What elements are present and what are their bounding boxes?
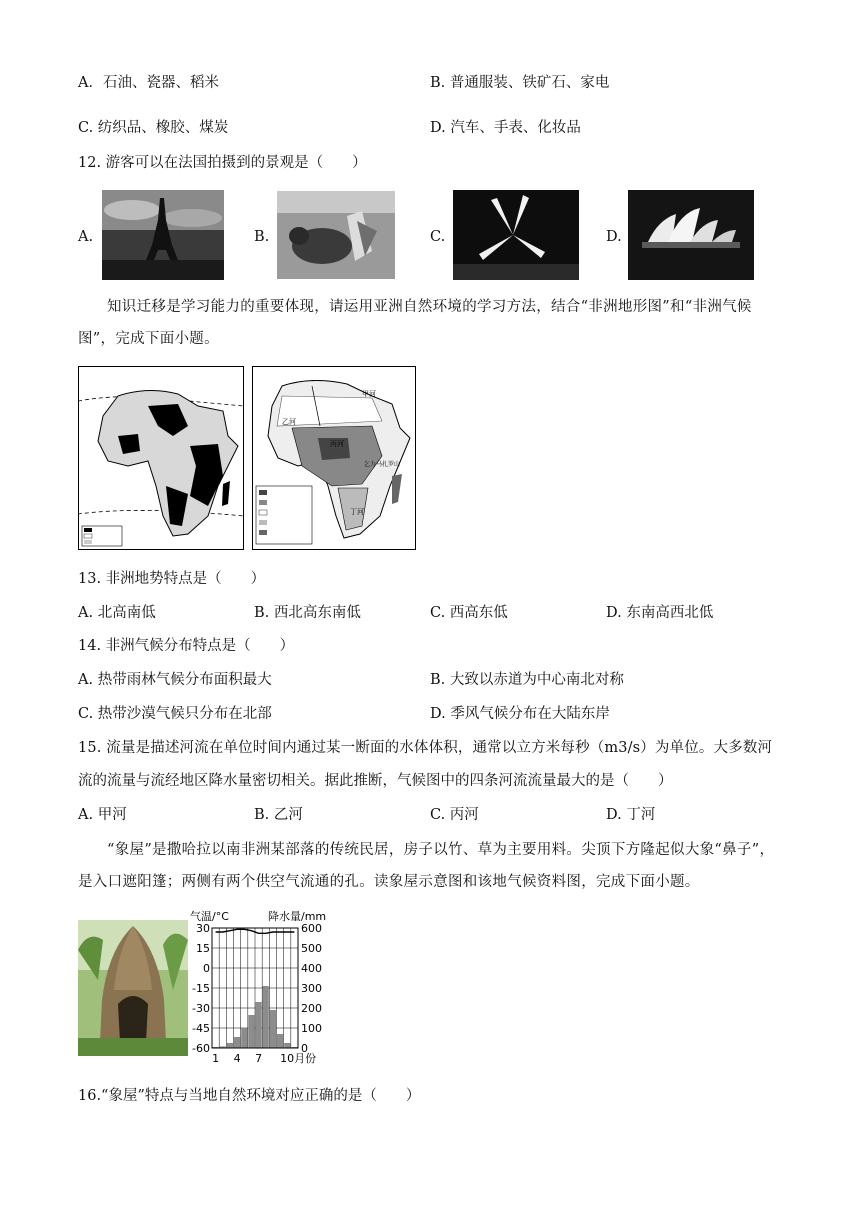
month-ticks <box>212 1052 316 1065</box>
precipitation-bar <box>248 1015 254 1048</box>
q15-option-b: B. 乙河 <box>254 807 303 823</box>
q11-option-b: B. 普通服装、铁矿石、家电 <box>430 75 610 91</box>
q15-stem-line1: 15. 流量是描述河流在单位时间内通过某一断面的水体体积，通常以立方米每秒（m3/s）为单位。大多数河 <box>78 740 773 756</box>
africa-terrain-map <box>78 366 244 550</box>
bullfight-photo <box>277 191 395 279</box>
precipitation-bar <box>256 1002 262 1048</box>
temperature-axis-title: 气温/°C <box>190 910 229 923</box>
precipitation-tick-label: 400 <box>301 962 322 975</box>
q12-label-c: C. <box>430 229 446 245</box>
q13-option-d: D. 东南高西北低 <box>606 605 714 621</box>
kilimanjaro-label: 乞力马扎罗山 <box>364 461 401 468</box>
q11-option-c: C. 纺织品、橡胶、煤炭 <box>78 120 229 136</box>
opera-house-photo <box>628 190 754 280</box>
precipitation-tick-label: 0 <box>301 1042 308 1055</box>
q14-option-c: C. 热带沙漠气候只分布在北部 <box>78 706 272 722</box>
windmill-photo <box>453 190 579 280</box>
q11-option-d: D. 汽车、手表、化妆品 <box>430 120 581 136</box>
temperature-ticks <box>192 922 210 1055</box>
temperature-tick-label: 0 <box>203 962 210 975</box>
precipitation-tick-label: 200 <box>301 1002 322 1015</box>
chart-grid <box>212 928 298 1048</box>
q12-label-a: A. <box>78 229 94 245</box>
precipitation-tick-label: 100 <box>301 1022 322 1035</box>
temperature-tick-label: -30 <box>192 1002 210 1015</box>
precipitation-bar <box>241 1028 247 1048</box>
africa-intro-paragraph: 知识迁移是学习能力的重要体现，请运用亚洲自然环境的学习方法，结合“非洲地形图”和“非洲气候图”，完成下面小题。 <box>78 299 752 347</box>
river-bing-label: 丙河 <box>330 440 344 448</box>
month-tick-label: 7 <box>255 1052 263 1065</box>
africa-climate-map <box>252 366 416 550</box>
q16-stem: 16.“象屋”特点与当地自然环境对应正确的是（ ） <box>78 1088 421 1104</box>
q14-stem: 14. 非洲气候分布特点是（ ） <box>78 638 295 654</box>
elephant-house-intro-paragraph: “象屋”是撒哈拉以南非洲某部落的传统民居，房子以竹、草为主要用料。尖顶下方隆起似大象“鼻子”，是入口遮阳篷；两侧有两个供空气流通的孔。读象屋示意图和该地气候资料图，完成下面小题。 <box>78 842 775 890</box>
q13-stem: 13. 非洲地势特点是（ ） <box>78 571 266 587</box>
precipitation-bar <box>234 1037 240 1048</box>
precipitation-ticks <box>301 922 322 1055</box>
q13-option-a: A. 北高南低 <box>78 605 156 621</box>
month-tick-label: 4 <box>233 1052 241 1065</box>
temperature-tick-label: -15 <box>192 982 210 995</box>
month-tick-label: 10月份 <box>280 1052 317 1065</box>
precipitation-tick-label: 500 <box>301 942 322 955</box>
q15-stem-line2: 流的流量与流经地区降水量密切相关。据此推断，气候图中的四条河流流量最大的是（ ） <box>78 773 673 789</box>
month-tick-label: 1 <box>212 1052 220 1065</box>
temperature-tick-label: 30 <box>196 922 210 935</box>
eiffel-tower-photo <box>102 190 224 280</box>
precipitation-axis-title: 降水量/mm <box>268 910 327 923</box>
precipitation-bar <box>263 986 269 1048</box>
precipitation-tick-label: 300 <box>301 982 322 995</box>
q11-option-a: A．石油、瓷器、稻米 <box>78 75 219 91</box>
q14-option-b: B. 大致以赤道为中心南北对称 <box>430 672 624 688</box>
q13-option-b: B. 西北高东南低 <box>254 605 361 621</box>
temperature-tick-label: -60 <box>192 1042 210 1055</box>
q13-option-c: C. 西高东低 <box>430 605 508 621</box>
elephant-house-photo <box>78 920 188 1056</box>
precipitation-bar <box>227 1043 233 1048</box>
river-jia-label: 甲河 <box>362 390 376 398</box>
q12-label-d: D. <box>606 229 622 245</box>
river-yi-label: 乙河 <box>282 418 296 426</box>
q15-option-c: C. 丙河 <box>430 807 479 823</box>
q14-option-a: A. 热带雨林气候分布面积最大 <box>78 672 272 688</box>
temperature-tick-label: -45 <box>192 1022 210 1035</box>
climate-chart <box>190 908 336 1068</box>
q12-label-b: B. <box>254 229 270 245</box>
q15-option-a: A. 甲河 <box>78 807 127 823</box>
q14-option-d: D. 季风气候分布在大陆东岸 <box>430 706 610 722</box>
precipitation-tick-label: 600 <box>301 922 322 935</box>
precipitation-bar <box>270 1010 276 1048</box>
river-ding-label: 丁河 <box>350 508 364 516</box>
q12-stem: 12. 游客可以在法国拍摄到的景观是（ ） <box>78 155 367 171</box>
temperature-tick-label: 15 <box>196 942 210 955</box>
precipitation-bar <box>284 1043 290 1048</box>
q15-option-d: D. 丁河 <box>606 807 656 823</box>
precipitation-bar <box>277 1034 283 1048</box>
